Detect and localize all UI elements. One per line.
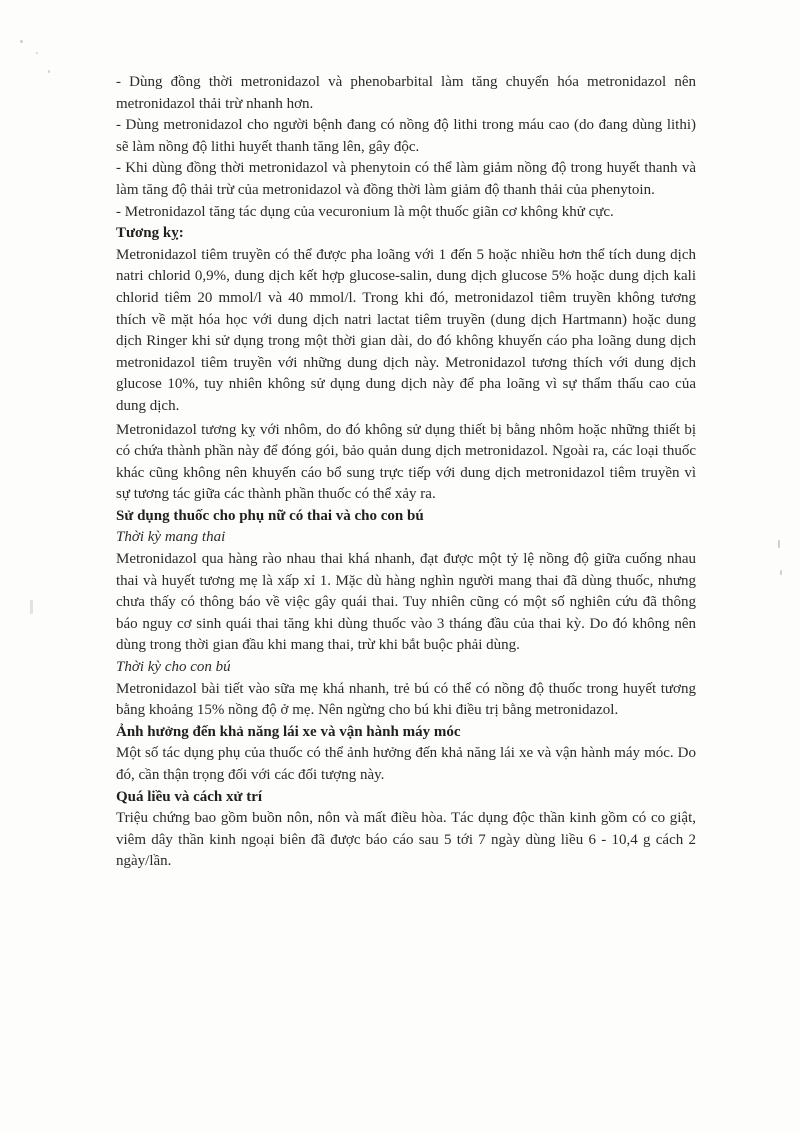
scan-speck — [48, 70, 50, 73]
interaction-item: - Khi dùng đồng thời metronidazol và phenytoin có thể làm giảm nồng độ trong huyết thanh và làm tăng độ thải trừ của metronidazol và đồng thời làm giảm độ thanh thải của phenytoin. — [116, 160, 696, 198]
scan-speck — [778, 540, 780, 548]
section-heading-driving: Ảnh hưởng đến khả năng lái xe và vận hành máy móc — [116, 723, 461, 740]
lactation-paragraph: Metronidazol bài tiết vào sữa mẹ khá nhanh, trẻ bú có thể có nồng độ thuốc trong huyết tương bằng khoảng 15% nồng độ ở mẹ. Nên ngừng cho bú khi điều trị bằng metronidazol. — [116, 680, 696, 719]
section-heading-pregnancy: Sử dụng thuốc cho phụ nữ có thai và cho con bú — [116, 507, 424, 524]
subheading-lactation: Thời kỳ cho con bú — [116, 659, 231, 676]
scan-speck — [780, 570, 782, 575]
pregnancy-paragraph: Metronidazol qua hàng rào nhau thai khá nhanh, đạt được một tỷ lệ nồng độ giữa cuống nhau thai và huyết tương mẹ là xấp xỉ 1. Mặc dù hàng nghìn người mang thai đã dùng thuốc, nhưng chưa thấy có thông báo về việc gây quái thai. Tuy nhiên cũng có một số nghiên cứu đã thông báo nguy cơ sinh quái thai tăng khi dùng thuốc vào 3 tháng đầu của thai kỳ. Do đó không nên dùng trong thời gian đầu khi mang thai, trừ khi bắt buộc phải dùng. — [116, 551, 696, 654]
subheading-pregnancy: Thời kỳ mang thai — [116, 529, 226, 546]
section-heading-incompatibility: Tương kỵ: — [116, 225, 184, 242]
document-body — [116, 72, 696, 873]
interaction-item: - Metronidazol tăng tác dụng của vecuronium là một thuốc giãn cơ không khử cực. — [116, 203, 614, 220]
section-heading-overdose: Quá liều và cách xử trí — [116, 788, 263, 805]
scan-speck — [30, 600, 33, 614]
incompatibility-paragraph: Metronidazol tiêm truyền có thể được pha loãng với 1 đến 5 hoặc nhiều hơn thể tích dung dịch natri chlorid 0,9%, dung dịch kết hợp glucose-salin, dung dịch glucose 5% hoặc dung dịch kali chlorid tiêm 20 mmol/l và 40 mmol/l. Trong khi đó, metronidazol tiêm truyền không tương thích về mặt hóa học với dung dịch natri lactat tiêm truyền (dung dịch Hartmann) hoặc dung dịch Ringer khi sử dụng trong một thời gian dài, do đó không khuyến cáo pha loãng dung dịch metronidazol tiêm truyền với những dung dịch này. Metronidazol tương thích với dung dịch glucose 10%, tuy nhiên không sử dụng dung dịch này để pha loãng vì sự thẩm thấu cao của dung dịch. — [116, 246, 696, 414]
scan-speck — [36, 52, 38, 54]
interaction-item: - Dùng đồng thời metronidazol và phenobarbital làm tăng chuyển hóa metronidazol nên metronidazol thải trừ nhanh hơn. — [116, 74, 696, 112]
interaction-item: - Dùng metronidazol cho người bệnh đang có nồng độ lithi trong máu cao (do đang dùng lithi) sẽ làm nồng độ lithi huyết thanh tăng lên, gây độc. — [116, 117, 696, 155]
overdose-paragraph: Triệu chứng bao gồm buồn nôn, nôn và mất điều hòa. Tác dụng độc thần kinh gồm có co giật, viêm dây thần kinh ngoại biên đã được báo cáo sau 5 tới 7 ngày dùng liều 6 - 10,4 g cách 2 ngày/lần. — [116, 810, 696, 870]
driving-paragraph: Một số tác dụng phụ của thuốc có thể ảnh hưởng đến khả năng lái xe và vận hành máy móc. Do đó, cần thận trọng đối với các đối tượng này. — [116, 745, 696, 783]
scan-speck — [20, 40, 23, 43]
incompatibility-paragraph: Metronidazol tương kỵ với nhôm, do đó không sử dụng thiết bị bằng nhôm hoặc những thiết bị có chứa thành phần này để đóng gói, bảo quản dung dịch metronidazol. Ngoài ra, các loại thuốc khác cũng không nên khuyến cáo bổ sung trực tiếp với dung dịch metronidazol tiêm truyền vì sự tương tác giữa các thành phần thuốc có thể xảy ra. — [116, 421, 696, 503]
